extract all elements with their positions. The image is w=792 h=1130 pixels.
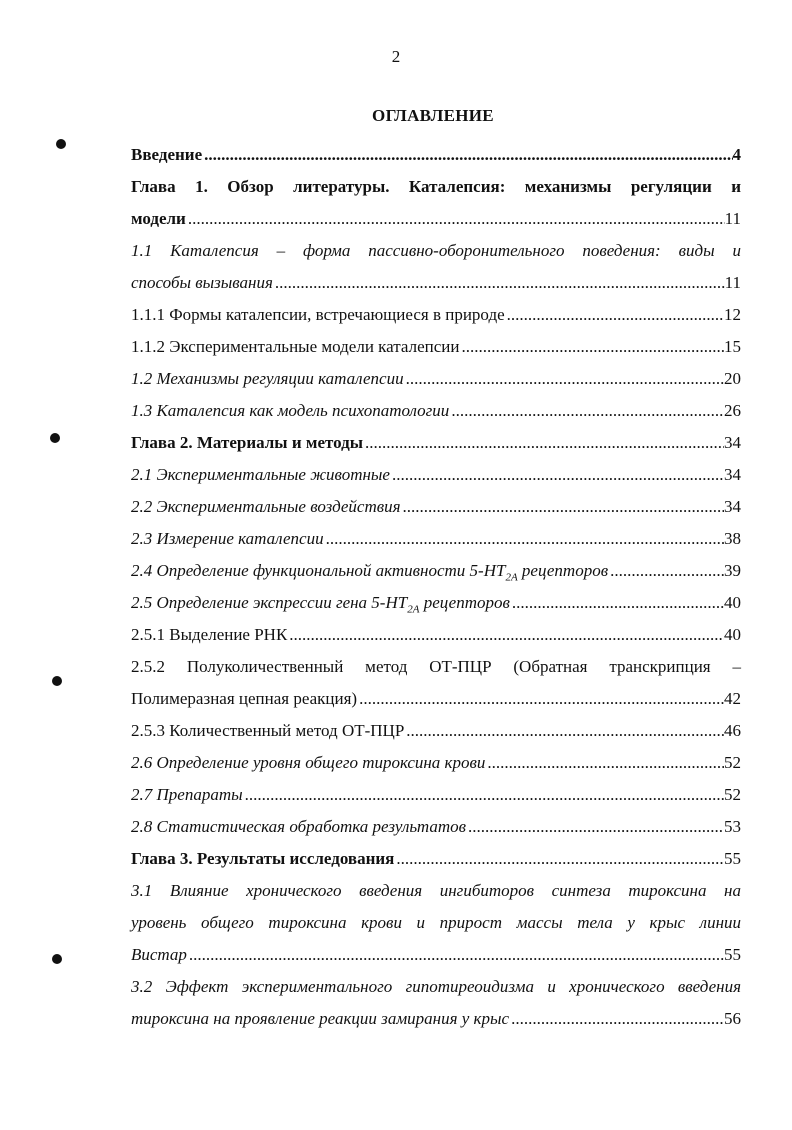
leader-dots xyxy=(485,747,724,779)
toc-entry-chapter-2[interactable] xyxy=(131,427,741,459)
toc-entry-3-2[interactable] xyxy=(131,971,741,1035)
leader-dots xyxy=(202,139,732,171)
receptor-subscript: 2A xyxy=(407,603,420,616)
toc-page-number: 11 xyxy=(724,209,741,228)
toc-page-number: 12 xyxy=(724,305,741,324)
leader-dots xyxy=(324,523,724,555)
toc-title: ОГЛАВЛЕНИЕ xyxy=(372,106,494,125)
toc-entry-2-4[interactable] xyxy=(131,555,741,587)
toc-page-number: 52 xyxy=(724,753,741,772)
leader-dots xyxy=(459,331,724,363)
leader-dots xyxy=(187,939,724,971)
leader-dots xyxy=(287,619,724,651)
leader-dots xyxy=(390,459,724,491)
toc-entry-label: 3.2 Эффект экспериментального гипотиреоидизма и хронического введения xyxy=(131,977,741,996)
toc-page-number: 40 xyxy=(724,593,741,612)
toc-entry-label-cont: тироксина на проявление реакции замирания у крыс xyxy=(131,1009,510,1028)
leader-dots xyxy=(404,363,724,395)
toc-entry-2-3[interactable] xyxy=(131,523,741,555)
receptor-subscript: 2A xyxy=(505,571,518,584)
punch-hole-1 xyxy=(56,139,66,149)
toc-entry-3-1[interactable] xyxy=(131,875,741,971)
toc-entry-label: 2.8 Статистическая обработка результатов xyxy=(131,817,467,836)
leader-dots xyxy=(449,395,724,427)
toc-entry-label: 2.5.2 Полуколичественный метод ОТ-ПЦР (Обратная транскрипция – xyxy=(131,657,741,676)
leader-dots xyxy=(505,299,724,331)
leader-dots xyxy=(357,683,724,715)
toc-entry-2-5-2[interactable] xyxy=(131,651,741,715)
leader-dots xyxy=(509,1003,724,1035)
toc-entry-label: 2.6 Определение уровня общего тироксина крови xyxy=(131,753,486,772)
toc-entry-1-1-1[interactable] xyxy=(131,299,741,331)
leader-dots xyxy=(394,843,724,875)
toc-entry-2-6[interactable] xyxy=(131,747,741,779)
toc-page-number: 26 xyxy=(724,401,741,420)
toc-page-number: 38 xyxy=(724,529,741,548)
toc-entry-label-post: рецепторов xyxy=(419,593,510,612)
toc-entry-2-8[interactable] xyxy=(131,811,741,843)
toc-entry-label: 1.1 Каталепсия – форма пассивно-оборонительного поведения: виды и xyxy=(131,241,741,260)
leader-dots xyxy=(466,811,724,843)
leader-dots xyxy=(401,491,724,523)
toc-page-number: 56 xyxy=(724,1009,741,1028)
toc-entry-2-7[interactable] xyxy=(131,779,741,811)
punch-hole-4 xyxy=(52,954,62,964)
punch-hole-2 xyxy=(50,433,60,443)
toc-entry-label-cont: способы вызывания xyxy=(131,273,273,292)
leader-dots xyxy=(404,715,724,747)
toc-entry-label: Глава 3. Результаты исследования xyxy=(131,849,395,868)
toc-entry-label-cont: Вистар xyxy=(131,945,187,964)
toc-page-number: 34 xyxy=(724,465,741,484)
leader-dots xyxy=(363,427,724,459)
toc-entry-label: 2.3 Измерение каталепсии xyxy=(131,529,324,548)
toc-entry-label-pre: 2.4 Определение функциональной активности 5-НТ xyxy=(131,561,506,580)
toc-page-number: 55 xyxy=(724,945,741,964)
leader-dots xyxy=(510,587,724,619)
toc-entry-label: 2.2 Экспериментальные воздействия xyxy=(131,497,401,516)
page-number: 2 xyxy=(391,47,401,66)
toc-entry-label: 1.1.1 Формы каталепсии, встречающиеся в природе xyxy=(131,305,505,324)
toc-entry-label: 2.5.3 Количественный метод ОТ-ПЦР xyxy=(131,721,405,740)
toc-entry-label-pre: 2.5 Определение экспрессии гена 5-НТ xyxy=(131,593,408,612)
toc-entry-label: 2.1 Экспериментальные животные xyxy=(131,465,390,484)
toc-entry-label-cont: модели xyxy=(131,209,186,228)
toc-page-number: 11 xyxy=(724,273,741,292)
toc-page-number: 46 xyxy=(724,721,741,740)
toc-entry-label: 2.7 Препараты xyxy=(131,785,243,804)
toc-page-number: 4 xyxy=(732,145,741,164)
toc-entry-label: 1.2 Механизмы регуляции каталепсии xyxy=(131,369,404,388)
toc-page-number: 40 xyxy=(724,625,741,644)
toc-entry-chapter-1[interactable] xyxy=(131,171,741,235)
leader-dots xyxy=(243,779,724,811)
toc-entry-label: Введение xyxy=(131,145,203,164)
toc-entry-2-5[interactable] xyxy=(131,587,741,619)
toc-entry-1-2[interactable] xyxy=(131,363,741,395)
toc-entry-label-post: рецепторов xyxy=(517,561,609,580)
toc-page-number: 39 xyxy=(724,561,741,580)
toc-page-number: 20 xyxy=(724,369,741,388)
toc-entry-label: Глава 2. Материалы и методы xyxy=(131,433,364,452)
toc-entry-label-cont: Полимеразная цепная реакция) xyxy=(131,689,358,708)
punch-hole-3 xyxy=(52,676,62,686)
leader-dots xyxy=(273,267,725,299)
leader-dots xyxy=(608,555,724,587)
toc-entry-label: Глава 1. Обзор литературы. Каталепсия: механизмы регуляции и xyxy=(131,177,741,196)
toc-entry-label xyxy=(131,587,510,619)
toc-entry-2-5-3[interactable] xyxy=(131,715,741,747)
toc-page-number: 15 xyxy=(724,337,741,356)
toc-entry-2-5-1[interactable] xyxy=(131,619,741,651)
toc-page-number: 34 xyxy=(724,497,741,516)
toc-page-number: 42 xyxy=(724,689,741,708)
toc-entry-1-1[interactable] xyxy=(131,235,741,299)
toc-entry-chapter-3[interactable] xyxy=(131,843,741,875)
toc-entry-label xyxy=(131,555,608,587)
toc-entry-label: 1.1.2 Экспериментальные модели каталепсии xyxy=(131,337,460,356)
toc-entry-1-3[interactable] xyxy=(131,395,741,427)
toc-entry-label: 3.1 Влияние хронического введения ингибиторов синтеза тироксина на xyxy=(131,881,741,900)
toc-entry-1-1-2[interactable] xyxy=(131,331,741,363)
toc-page-number: 53 xyxy=(724,817,741,836)
toc-entry-label-cont: уровень общего тироксина крови и прирост массы тела у крыс линии xyxy=(131,913,741,932)
toc-entry-intro[interactable] xyxy=(131,139,741,171)
toc-entry-2-1[interactable] xyxy=(131,459,741,491)
toc-entry-label: 2.5.1 Выделение РНК xyxy=(131,625,288,644)
leader-dots xyxy=(186,203,725,235)
table-of-contents xyxy=(131,139,741,1035)
toc-page-number: 34 xyxy=(724,433,741,452)
toc-page-number: 52 xyxy=(724,785,741,804)
toc-entry-2-2[interactable] xyxy=(131,491,741,523)
toc-entry-label: 1.3 Каталепсия как модель психопатологии xyxy=(131,401,450,420)
toc-page-number: 55 xyxy=(724,849,741,868)
